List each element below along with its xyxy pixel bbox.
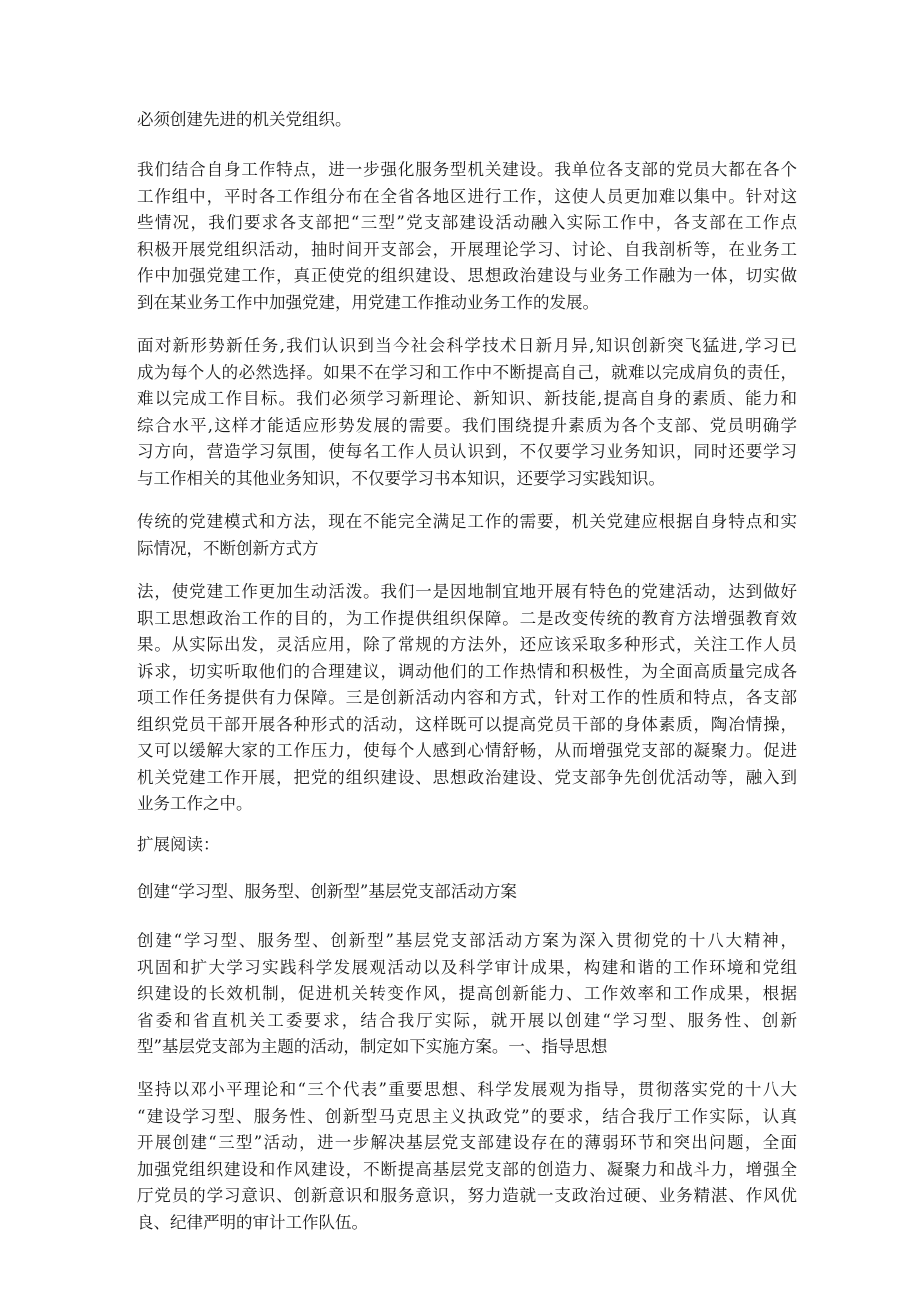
- text-line: 项工作任务提供有力保障。三是创新活动内容和方式，针对工作的性质和特点，各支部: [137, 688, 797, 707]
- text-line: “建设学习型、服务性、创新型马克思主义执政党”的要求，结合我厅工作实际，认真: [137, 1106, 797, 1126]
- text-line: 积极开展党组织活动，抽时间开支部会，开展理论学习、讨论、自我剖析等，在业务工: [137, 239, 797, 259]
- text-line: 机关党建工作开展，把党的组织建设、思想政治建设、党支部争先创优活动等，融入到: [137, 767, 797, 787]
- text-line: 工作组中，平时各工作组分布在全省各地区进行工作，这使人员更加难以集中。针对这: [137, 186, 797, 206]
- paragraph-9: [137, 1077, 797, 1236]
- text-line: 与工作相关的其他业务知识，不仅要学习书本知识，还要学习实践知识。: [137, 468, 665, 488]
- paragraph-8: [137, 928, 797, 1061]
- text-line: 际情况，不断创新方式方: [137, 538, 319, 558]
- text-line: 型”基层党支部为主题的活动，制定如下实施方案。一、指导思想: [137, 1037, 608, 1056]
- paragraph-6: [137, 832, 797, 859]
- text-line: 作中加强党建工作，真正使党的组织建设、思想政治建设与业务工作融为一体，切实做: [137, 266, 797, 285]
- text-line: 业务工作之中。: [137, 794, 253, 813]
- text-line: 又可以缓解大家的工作压力，使每个人感到心情舒畅，从而增强党支部的凝聚力。促进: [137, 741, 797, 760]
- text-line: 成为每个人的必然选择。如果不在学习和工作中不断提高自己，就难以完成肩负的责任，: [137, 362, 797, 382]
- paragraph-4: [137, 509, 797, 562]
- text-line: 我们结合自身工作特点，进一步强化服务型机关建设。我单位各支部的党员大都在各个: [137, 160, 797, 179]
- text-line: 传统的党建模式和方法，现在不能完全满足工作的需要，机关党建应根据自身特点和实: [137, 512, 797, 531]
- text-line: 坚持以邓小平理论和“三个代表”重要思想、科学发展观为指导，贯彻落实党的十八大: [137, 1080, 797, 1099]
- text-line: 织建设的长效机制，促进机关转变作风，提高创新能力、工作效率和工作成果，根据: [137, 984, 797, 1003]
- text-line: 创建“学习型、服务型、创新型”基层党支部活动方案为深入贯彻党的十八大精神，: [137, 931, 797, 950]
- text-line: 些情况，我们要求各支部把“三型”党支部建设活动融入实际工作中，各支部在工作点: [137, 213, 797, 232]
- text-line: 组织党员干部开展各种形式的活动，这样既可以提高党员干部的身体素质，陶冶情操，: [137, 714, 797, 734]
- text-line: 到在某业务工作中加强党建，用党建工作推动业务工作的发展。: [137, 292, 599, 312]
- paragraph-5: [137, 579, 797, 818]
- text-line: 扩展阅读：: [137, 835, 220, 854]
- text-line: 开展创建“三型”活动，进一步解决基层党支部建设存在的薄弱环节和突出问题，全面: [137, 1133, 797, 1152]
- text-line: 果。从实际出发，灵活应用，除了常规的方法外，还应该采取多种形式，关注工作人员: [137, 635, 797, 654]
- paragraph-3: [137, 333, 797, 492]
- text-line: 习方向，营造学习氛围，使每名工作人员认识到，不仅要学习业务知识，同时还要学习: [137, 442, 797, 461]
- text-line: 创建“学习型、服务型、创新型”基层党支部活动方案: [137, 882, 517, 901]
- paragraph-7: [137, 879, 797, 906]
- text-line: 必须创建先进的机关党组织。: [137, 110, 352, 129]
- text-line: 难以完成工作目标。我们必须学习新理论、新知识、新技能,提高自身的素质、能力和: [137, 389, 797, 408]
- text-line: 巩固和扩大学习实践科学发展观活动以及科学审计成果，构建和谐的工作环境和党组: [137, 957, 797, 977]
- text-line: 职工思想政治工作的目的，为工作提供组织保障。二是改变传统的教育方法增强教育效: [137, 608, 797, 628]
- text-line: 省委和省直机关工委要求，结合我厅实际，就开展以创建“学习型、服务性、创新: [137, 1010, 797, 1030]
- text-line: 法，使党建工作更加生动活泼。我们一是因地制宜地开展有特色的党建活动，达到做好: [137, 582, 797, 601]
- text-line: 综合水平,这样才能适应形势发展的需要。我们围绕提升素质为各个支部、党员明确学: [137, 415, 797, 435]
- text-line: 面对新形势新任务,我们认识到当今社会科学技术日新月异,知识创新突飞猛进,学习已: [137, 336, 797, 355]
- text-line: 加强党组织建设和作风建设，不断提高基层党支部的创造力、凝聚力和战斗力，增强全: [137, 1159, 797, 1179]
- text-line: 良、纪律严明的审计工作队伍。: [137, 1212, 368, 1232]
- text-line: 厅党员的学习意识、创新意识和服务意识，努力造就一支政治过硬、业务精湛、作风优: [137, 1186, 797, 1205]
- text-line: 诉求，切实听取他们的合理建议，调动他们的工作热情和积极性，为全面高质量完成各: [137, 661, 797, 681]
- paragraph-2: [137, 157, 797, 316]
- paragraph-1: [137, 107, 797, 134]
